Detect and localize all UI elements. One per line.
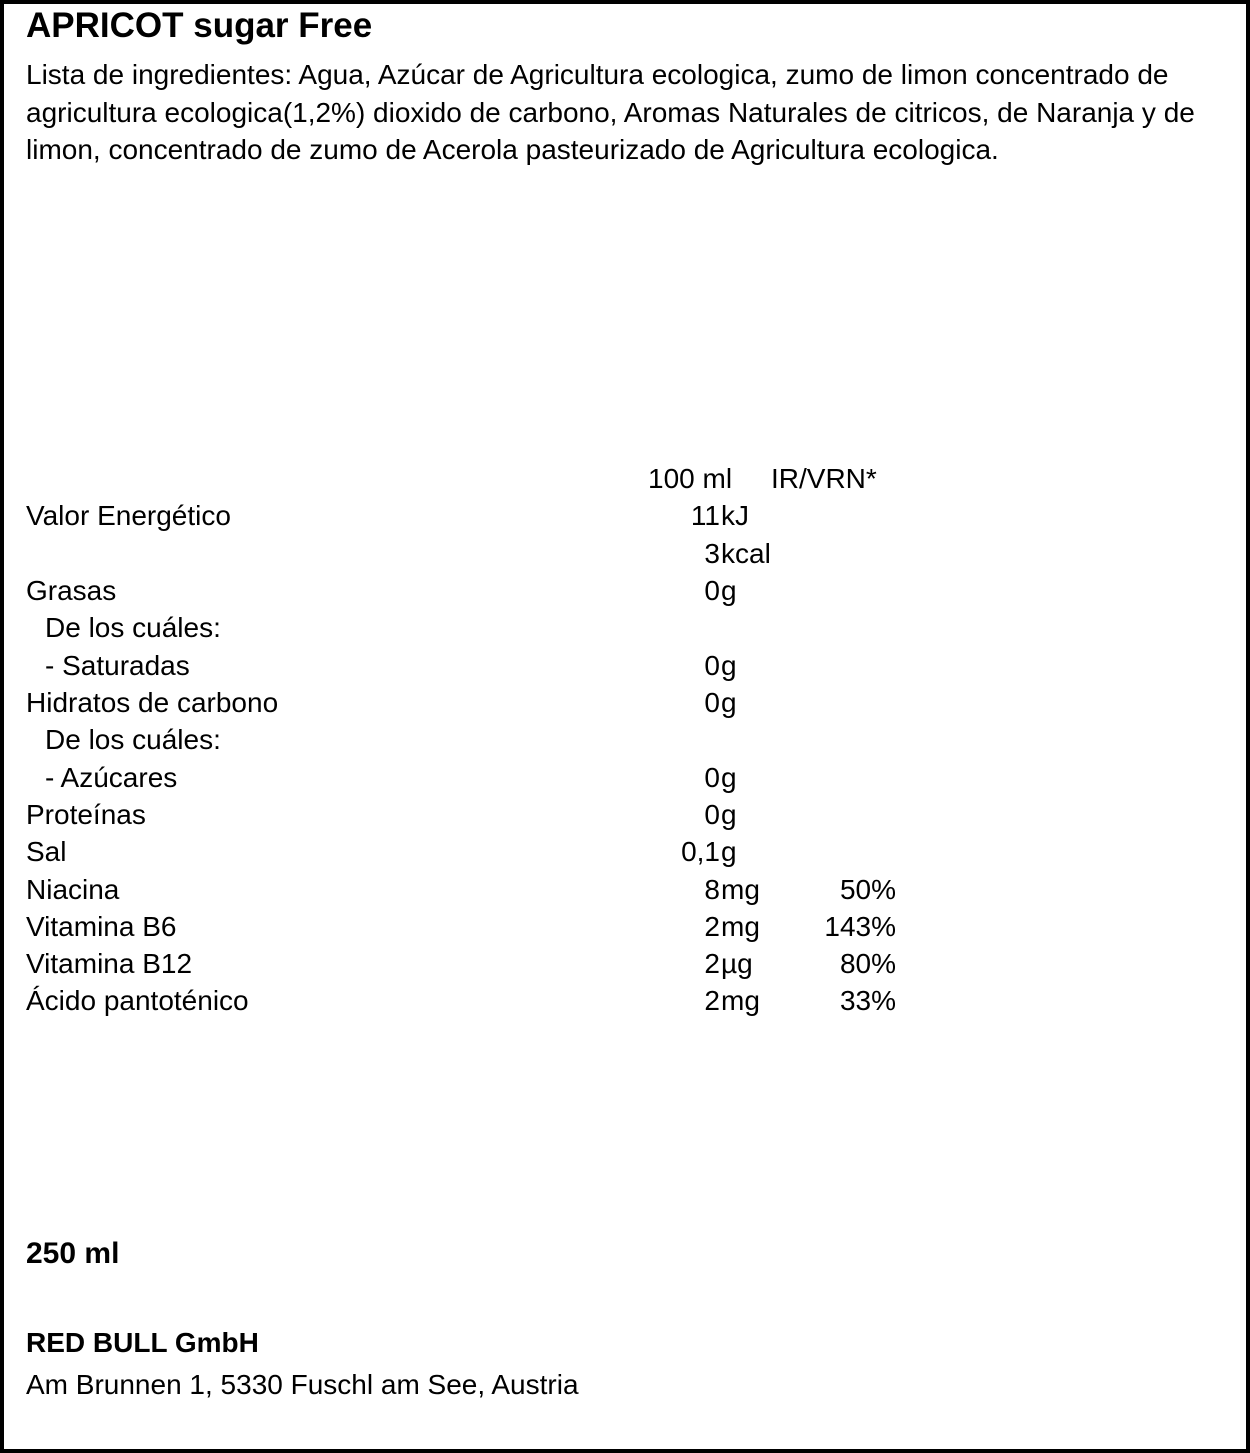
nutrient-unit: kJ xyxy=(721,500,749,531)
nutrient-sublabel: De los cuáles: xyxy=(45,612,221,643)
nutrient-label: - Azúcares xyxy=(45,762,178,793)
nutrient-sublabel: De los cuáles: xyxy=(45,724,221,755)
ingredients-list: Lista de ingredientes: Agua, Azúcar de Agricultura ecologica, zumo de limon concentrado de agricultura ecologica(1,2%) dioxido de carbono, Aromas Naturales de citricos, de Naranja y de limon, concentrado de zumo de Acerola pasteurizado de Agricultura ecologica. xyxy=(26,59,1195,165)
nutrition-row xyxy=(0,945,1250,982)
nutrition-row xyxy=(0,572,1250,609)
nutrient-unit: g xyxy=(721,687,737,718)
nutrient-percent: 143% xyxy=(824,911,896,942)
nutrient-unit: mg xyxy=(721,985,760,1016)
nutrient-label: Vitamina B12 xyxy=(26,948,193,979)
nutrition-row xyxy=(0,982,1250,1019)
nutrient-value: 2 xyxy=(704,948,720,979)
nutrient-value: 8 xyxy=(704,874,720,905)
nutrient-value: 2 xyxy=(704,911,720,942)
nutrient-label: Grasas xyxy=(26,575,117,606)
product-title: APRICOT sugar Free xyxy=(26,6,373,45)
nutrient-unit: µg xyxy=(721,948,753,979)
nutrition-row xyxy=(0,833,1250,870)
nutrient-label: Valor Energético xyxy=(26,500,231,531)
nutrition-row xyxy=(0,497,1250,534)
nutrient-value: 3 xyxy=(704,538,720,569)
nutrition-row xyxy=(0,908,1250,945)
nutrient-value: 0 xyxy=(704,799,720,830)
nutrient-label: Vitamina B6 xyxy=(26,911,177,942)
nutrient-unit: mg xyxy=(721,874,760,905)
nutrition-row xyxy=(0,684,1250,721)
nutrient-value: 0 xyxy=(704,575,720,606)
nutrient-label: - Saturadas xyxy=(45,650,190,681)
nutrient-unit: g xyxy=(721,762,737,793)
nutrition-header-row xyxy=(0,460,1250,497)
nutrition-row xyxy=(0,721,1250,758)
nutrient-value: 0,1 xyxy=(681,836,720,867)
nutrition-row xyxy=(0,535,1250,572)
nutrition-row xyxy=(0,871,1250,908)
nutrient-label: Sal xyxy=(26,836,67,867)
company-address: Am Brunnen 1, 5330 Fuschl am See, Austria xyxy=(26,1369,579,1400)
nutrient-unit: g xyxy=(721,836,737,867)
nutrient-value: 0 xyxy=(704,762,720,793)
nutrient-percent: 50% xyxy=(839,874,896,905)
nutrient-percent: 80% xyxy=(839,948,896,979)
nutrient-unit: kcal xyxy=(721,538,771,569)
nutrient-unit: g xyxy=(721,799,737,830)
nutrition-row xyxy=(0,796,1250,833)
volume-label: 250 ml xyxy=(26,1237,120,1270)
company-name: RED BULL GmbH xyxy=(26,1327,259,1358)
nutrient-value: 0 xyxy=(704,687,720,718)
nutrient-percent: 33% xyxy=(839,985,896,1016)
per-100ml-header: 100 ml xyxy=(648,463,733,494)
nutrition-row xyxy=(0,609,1250,646)
nutrient-label: Hidratos de carbono xyxy=(26,687,279,718)
nutrient-unit: g xyxy=(721,575,737,606)
nutrient-value: 11 xyxy=(690,500,720,531)
nutrient-value: 2 xyxy=(704,985,720,1016)
nutrient-label: Niacina xyxy=(26,874,120,905)
nutrient-label: Ácido pantoténico xyxy=(26,985,249,1016)
nutrition-row xyxy=(0,759,1250,796)
nutrient-value: 0 xyxy=(704,650,720,681)
ir-vrn-header: IR/VRN* xyxy=(771,463,877,494)
nutrition-row xyxy=(0,647,1250,684)
nutrient-unit: mg xyxy=(721,911,760,942)
nutrient-label: Proteínas xyxy=(26,799,146,830)
nutrient-unit: g xyxy=(721,650,737,681)
